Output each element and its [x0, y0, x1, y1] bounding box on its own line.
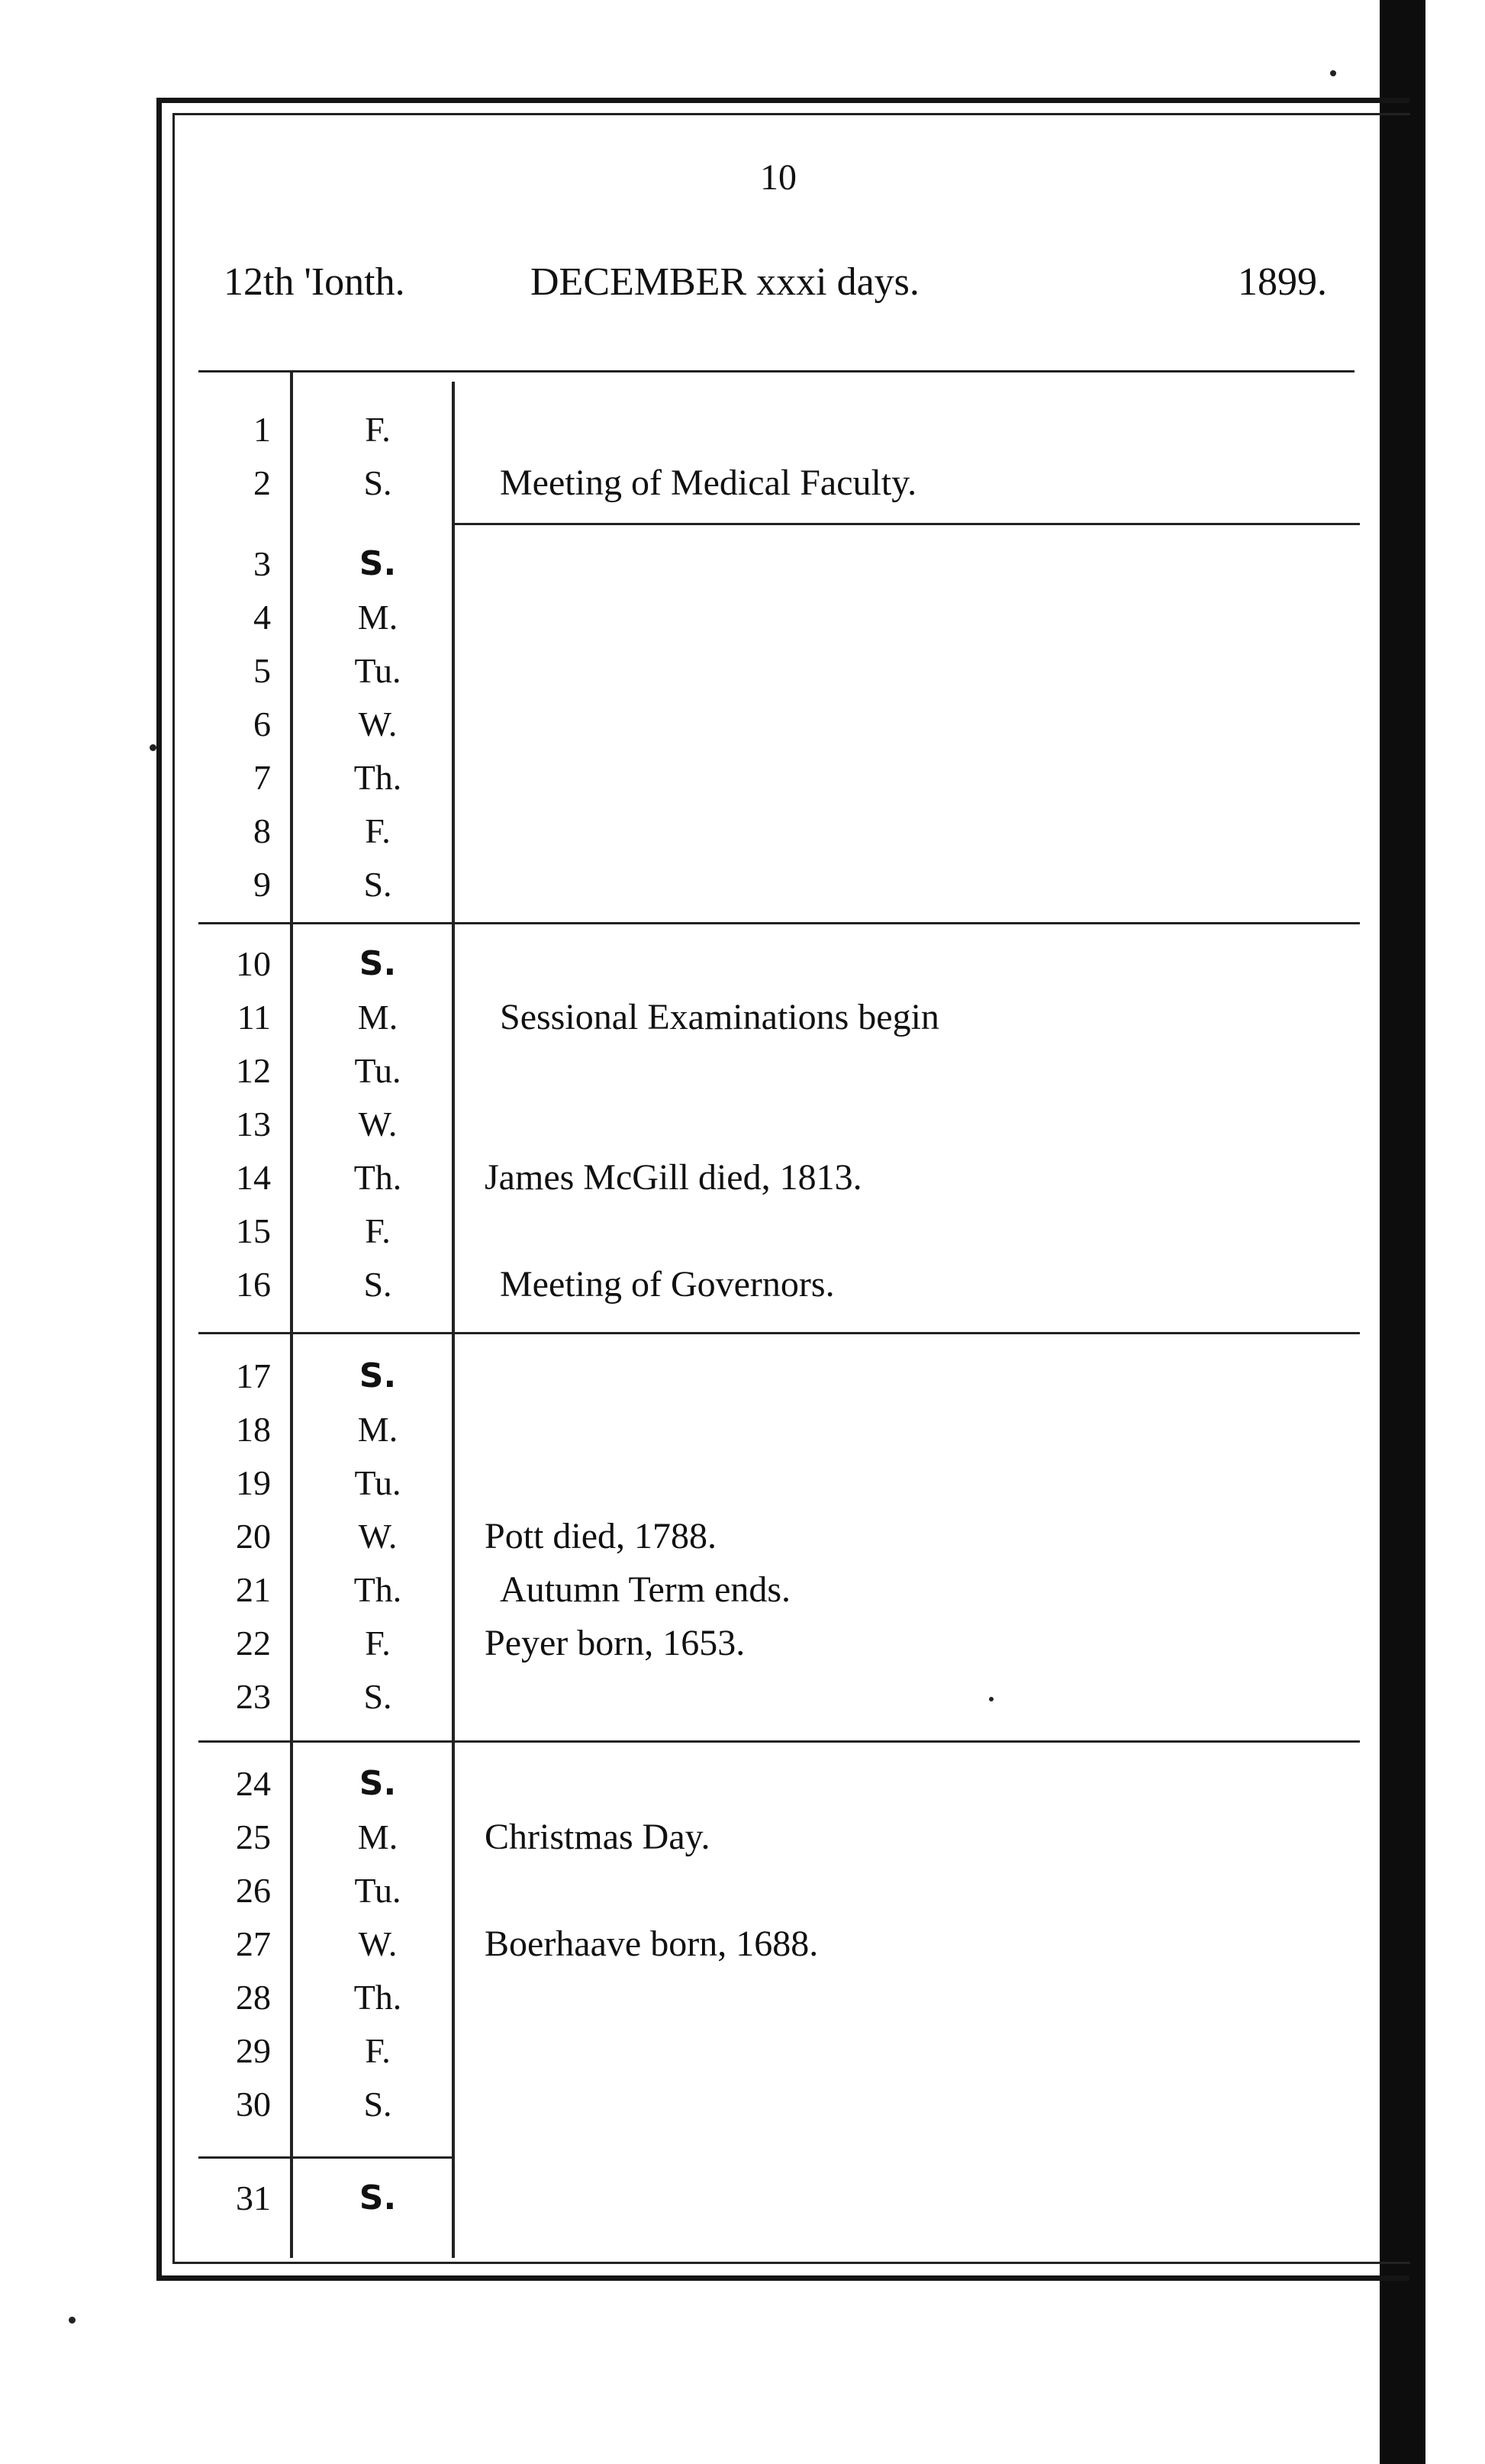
weekday-abbr: W. [358, 1924, 398, 1963]
calendar-row [195, 1403, 1385, 1456]
day-number: 14 [236, 1158, 271, 1197]
calendar-row [195, 937, 1385, 991]
calendar-row [195, 1258, 1385, 1311]
day-number: 27 [236, 1924, 271, 1963]
day-number: 22 [236, 1624, 271, 1663]
day-number: 13 [236, 1105, 271, 1143]
day-number: 8 [253, 811, 271, 850]
weekday-abbr: S. [359, 2179, 397, 2217]
calendar-row [195, 591, 1385, 644]
day-number: 18 [236, 1410, 271, 1449]
weekday-abbr: S. [359, 1764, 397, 1803]
weekday-abbr: F. [365, 1211, 391, 1250]
weekday-abbr: Tu. [354, 1463, 401, 1502]
day-number: 3 [253, 544, 271, 583]
weekday-abbr: S. [359, 944, 397, 983]
week-separator [198, 2156, 452, 2159]
calendar-row [195, 805, 1385, 858]
event-note: Christmas Day. [485, 1817, 710, 1857]
print-speck [989, 1697, 994, 1701]
calendar-row [195, 1757, 1385, 1811]
calendar-row [195, 456, 1385, 510]
event-note: James McGill died, 1813. [485, 1157, 862, 1198]
calendar-row [195, 1151, 1385, 1205]
weekday-abbr: S. [363, 1677, 392, 1716]
day-number: 7 [253, 758, 271, 797]
weekday-abbr: F. [365, 2031, 391, 2070]
weekday-abbr: Tu. [354, 651, 401, 690]
day-number: 17 [236, 1356, 271, 1395]
calendar-row [195, 1510, 1385, 1563]
weekday-abbr: M. [357, 1817, 398, 1856]
calendar-row [195, 1670, 1385, 1724]
event-note: Meeting of Medical Faculty. [500, 463, 917, 503]
calendar-row [195, 403, 1385, 456]
event-note: Sessional Examinations begin [500, 997, 939, 1037]
weekday-abbr: Th. [353, 758, 402, 797]
day-number: 1 [253, 410, 271, 449]
day-number: 12 [236, 1051, 271, 1090]
day-number: 21 [236, 1570, 271, 1609]
day-number: 10 [236, 944, 271, 983]
calendar-row [195, 1205, 1385, 1258]
month-ordinal: 12th 'Ionth. [224, 260, 405, 304]
header-rule [198, 370, 1355, 373]
month-title: DECEMBER xxxi days. [530, 260, 920, 304]
event-note: Autumn Term ends. [500, 1569, 791, 1610]
week-separator [452, 523, 1360, 525]
day-number: 15 [236, 1211, 271, 1250]
weekday-abbr: S. [359, 1356, 397, 1395]
print-speck [69, 2317, 76, 2324]
weekday-abbr: M. [357, 998, 398, 1037]
print-speck [1330, 70, 1336, 76]
weekday-abbr: Th. [353, 1158, 402, 1197]
calendar-row [195, 1917, 1385, 1971]
calendar-row [195, 2078, 1385, 2131]
calendar-row [195, 991, 1385, 1044]
calendar-row [195, 1811, 1385, 1864]
weekday-abbr: S. [363, 463, 392, 502]
day-number: 30 [236, 2085, 271, 2124]
calendar-row [195, 1098, 1385, 1151]
week-separator [198, 1740, 1360, 1743]
year: 1899. [1238, 260, 1327, 304]
weekday-abbr: Tu. [354, 1871, 401, 1910]
weekday-abbr: Th. [353, 1570, 402, 1609]
calendar-row [195, 751, 1385, 805]
week-separator [198, 1332, 1360, 1334]
weekday-abbr: W. [358, 705, 398, 743]
day-number: 19 [236, 1463, 271, 1502]
day-number: 6 [253, 705, 271, 743]
event-note: Boerhaave born, 1688. [485, 1924, 819, 1964]
day-number: 23 [236, 1677, 271, 1716]
weekday-abbr: Th. [353, 1978, 402, 2017]
weekday-abbr: F. [365, 410, 391, 449]
weekday-abbr: S. [363, 865, 392, 904]
calendar-row [195, 1456, 1385, 1510]
day-number: 2 [253, 463, 271, 502]
weekday-abbr: F. [365, 1624, 391, 1663]
day-number: 5 [253, 651, 271, 690]
day-number: 25 [236, 1817, 271, 1856]
calendar-row [195, 2172, 1385, 2225]
weekday-abbr: W. [358, 1105, 398, 1143]
calendar-row [195, 1971, 1385, 2024]
print-speck [150, 744, 156, 751]
day-number: 29 [236, 2031, 271, 2070]
day-number: 11 [237, 998, 271, 1037]
day-number: 26 [236, 1871, 271, 1910]
event-note: Meeting of Governors. [500, 1264, 835, 1305]
day-number: 4 [253, 598, 271, 637]
weekday-abbr: S. [363, 2085, 392, 2124]
weekday-abbr: M. [357, 1410, 398, 1449]
calendar-row [195, 1617, 1385, 1670]
day-number: 16 [236, 1265, 271, 1304]
calendar-row [195, 1044, 1385, 1098]
weekday-abbr: S. [363, 1265, 392, 1304]
calendar-row [195, 2024, 1385, 2078]
day-number: 9 [253, 865, 271, 904]
event-note: Pott died, 1788. [485, 1516, 717, 1556]
day-number: 20 [236, 1517, 271, 1556]
day-number: 24 [236, 1764, 271, 1803]
weekday-abbr: M. [357, 598, 398, 637]
weekday-abbr: W. [358, 1517, 398, 1556]
day-number: 28 [236, 1978, 271, 2017]
week-separator [198, 922, 1360, 924]
calendar-row [195, 644, 1385, 698]
calendar-row [195, 1563, 1385, 1617]
event-note: Peyer born, 1653. [485, 1623, 746, 1663]
calendar-row [195, 858, 1385, 911]
day-number: 31 [236, 2179, 271, 2217]
weekday-abbr: Tu. [354, 1051, 401, 1090]
weekday-abbr: S. [359, 544, 397, 583]
page-number: 10 [760, 157, 797, 198]
calendar-row [195, 1350, 1385, 1403]
calendar-row [195, 537, 1385, 591]
calendar-row [195, 698, 1385, 751]
weekday-abbr: F. [365, 811, 391, 850]
calendar-row [195, 1864, 1385, 1917]
